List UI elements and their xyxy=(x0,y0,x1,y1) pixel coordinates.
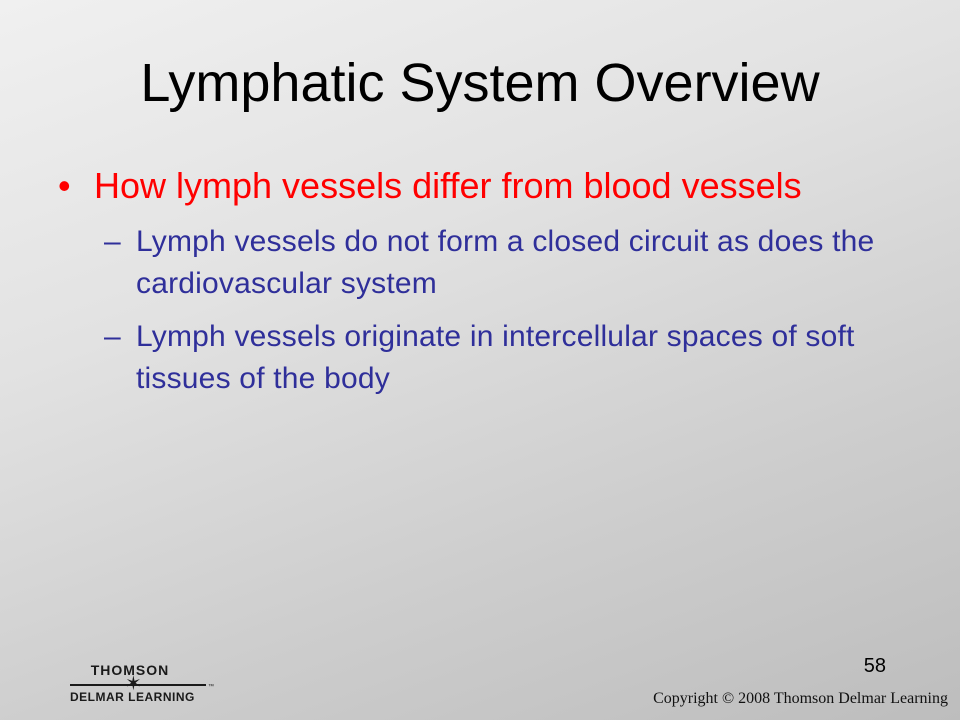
bullet-item xyxy=(56,163,814,209)
sub-bullet-item xyxy=(104,316,916,400)
copyright-notice: Copyright © 2008 Thomson Delmar Learning xyxy=(653,690,948,707)
bullet-marker: • xyxy=(58,165,71,206)
logo-text-top: THOMSON xyxy=(90,662,170,678)
sub-bullet-text: Lymph vessels originate in intercellular spaces of soft tissues of the body xyxy=(136,320,855,395)
sub-bullet-text: Lymph vessels do not form a closed circuit as does the cardiovascular system xyxy=(136,225,875,300)
bullet-text: How lymph vessels differ from blood vessels xyxy=(94,165,802,206)
star-icon: ✶ xyxy=(125,673,142,695)
bullet-list xyxy=(56,163,916,411)
sub-bullet-marker: – xyxy=(104,225,121,258)
trademark-mark: ™ xyxy=(208,684,214,690)
sub-bullet-marker: – xyxy=(104,320,121,353)
logo-text-bottom: DELMAR LEARNING xyxy=(70,690,195,704)
page-number: 58 xyxy=(863,655,886,677)
slide-title: Lymphatic System Overview xyxy=(140,53,820,113)
sub-bullet-item xyxy=(104,221,916,305)
sub-bullet-list xyxy=(56,221,916,400)
publisher-logo xyxy=(70,662,220,706)
